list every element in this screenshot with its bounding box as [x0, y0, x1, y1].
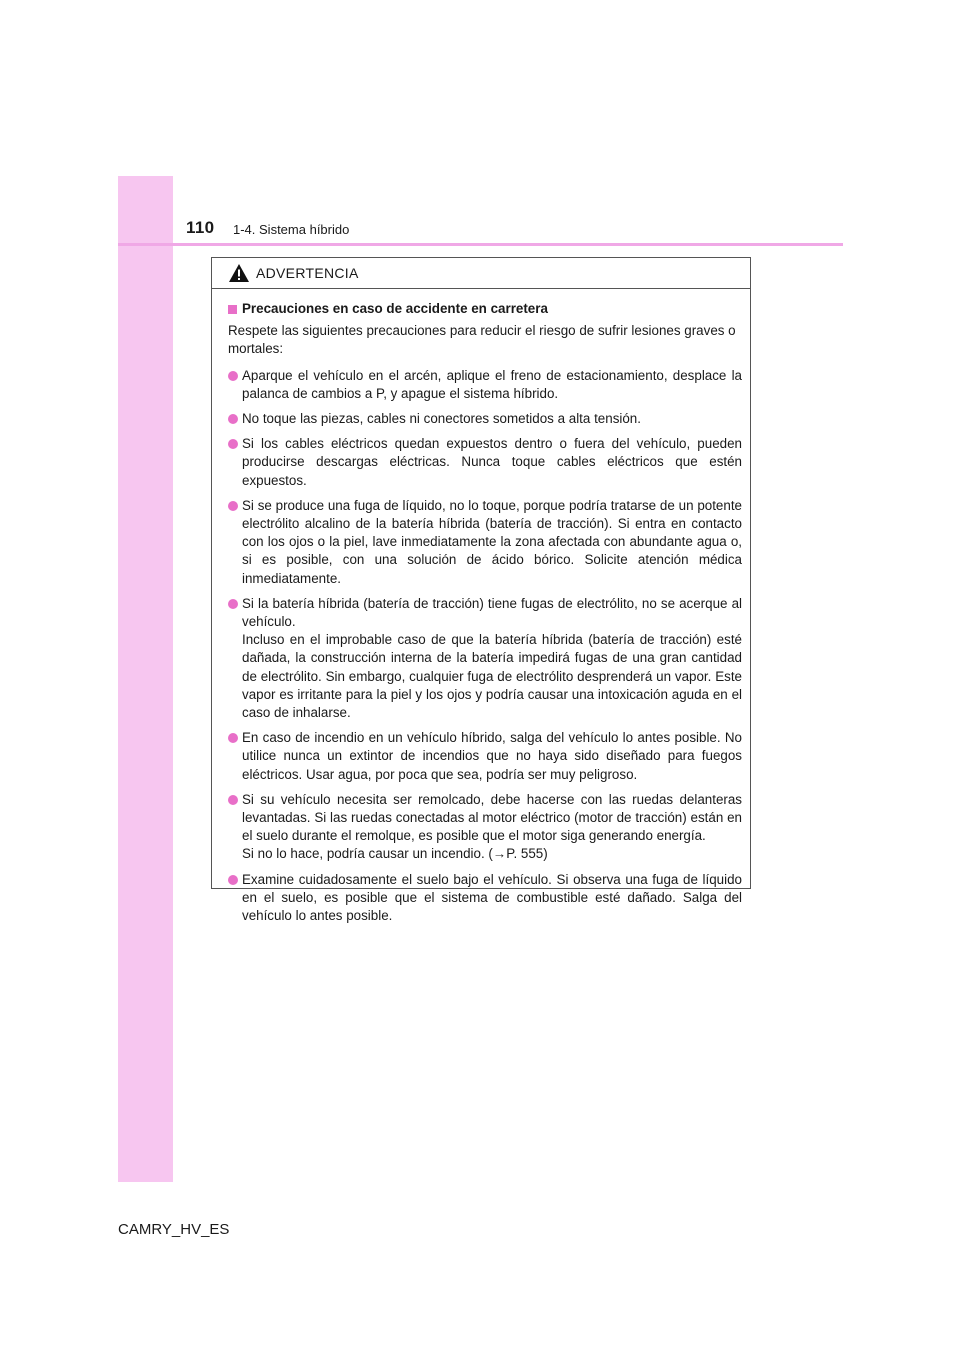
circle-bullet-icon	[228, 875, 238, 885]
page-number: 110	[186, 218, 215, 237]
warning-label: ADVERTENCIA	[256, 265, 359, 281]
circle-bullet-icon	[228, 439, 238, 449]
bullet-text-continued: Incluso en el improbable caso de que la batería híbrida (batería de tracción) esté dañada, la construcción interna de la batería impedirá fugas de una gran cantidad de electrólito. Sin embargo, cualquier fuga de electrólito desprenderá un vapor. Este vapor es irritante para la piel y los ojos y podría causar una intoxicación aguda en el caso de inhalarse.	[242, 632, 742, 721]
warning-box	[211, 257, 751, 924]
warning-intro: Respete las siguientes precauciones para reducir el riesgo de sufrir lesiones graves o mortales:	[228, 323, 736, 357]
warning-section-title	[228, 300, 742, 318]
circle-bullet-icon	[228, 795, 238, 805]
warning-section-title-text: Precauciones en caso de accidente en carretera	[242, 301, 548, 316]
section-title: 1-4. Sistema híbrido	[233, 222, 350, 237]
warning-bullet	[228, 497, 742, 588]
warning-triangle-icon	[228, 263, 250, 283]
bullet-text: Si se produce una fuga de líquido, no lo toque, porque podría tratarse de un potente electrólito alcalino de la batería híbrida (batería de tracción). Si entra en contacto con los ojos o la piel, lave inmediatamente la zona afectada con abundante agua o, si es posible, con una solución de ácido bórico. Solicite atención médica inmediatamente.	[242, 497, 742, 586]
warning-bullet	[228, 410, 742, 428]
bullet-text: No toque las piezas, cables ni conectores sometidos a alta tensión.	[242, 411, 641, 427]
bullet-text: Si la batería híbrida (batería de tracción) tiene fugas de electrólito, no se acerque al vehículo.	[242, 595, 742, 630]
warning-bullet	[228, 595, 742, 722]
square-bullet-icon	[228, 305, 237, 314]
bullet-text: Examine cuidadosamente el suelo bajo el vehículo. Si observa una fuga de líquido en el suelo, es posible que el sistema de combustible esté dañado. Salga del vehículo lo antes posible.	[242, 871, 742, 924]
circle-bullet-icon	[228, 599, 238, 609]
bullet-text: Si los cables eléctricos quedan expuestos dentro o fuera del vehículo, pueden producirse descargas eléctricas. Nunca toque cables eléctricos que estén expuestos.	[242, 436, 742, 488]
warning-bullet	[228, 871, 742, 926]
circle-bullet-icon	[228, 371, 238, 381]
document-code: CAMRY_HV_ES	[118, 1221, 230, 1238]
warning-bullet	[228, 729, 742, 784]
warning-header	[212, 258, 750, 289]
circle-bullet-icon	[228, 733, 238, 743]
circle-bullet-icon	[228, 414, 238, 424]
warning-bullet	[228, 367, 742, 403]
warning-bullet	[228, 791, 742, 864]
warning-bullet	[228, 435, 742, 490]
bullet-text: Si su vehículo necesita ser remolcado, debe hacerse con las ruedas delanteras levantadas. Si las ruedas conectadas al motor eléctrico (motor de tracción) están en el suelo durante el remolque, es posible que el motor siga generando energía.	[242, 791, 742, 844]
side-color-band	[118, 176, 173, 1182]
circle-bullet-icon	[228, 501, 238, 511]
header-rule	[118, 243, 843, 246]
bullet-text: Aparque el vehículo en el arcén, aplique el freno de estacionamiento, desplace la palanca de cambios a P, y apague el sistema híbrido.	[242, 367, 742, 401]
bullet-text-continued: Si no lo hace, podría causar un incendio. (→P. 555)	[242, 846, 548, 862]
warning-body	[212, 289, 750, 925]
bullet-text: En caso de incendio en un vehículo híbrido, salga del vehículo lo antes posible. No utilice nunca un extintor de incendios que no haya sido diseñado para fuegos eléctricos. Usar agua, por poca que sea, podría ser muy peligroso.	[242, 730, 742, 782]
